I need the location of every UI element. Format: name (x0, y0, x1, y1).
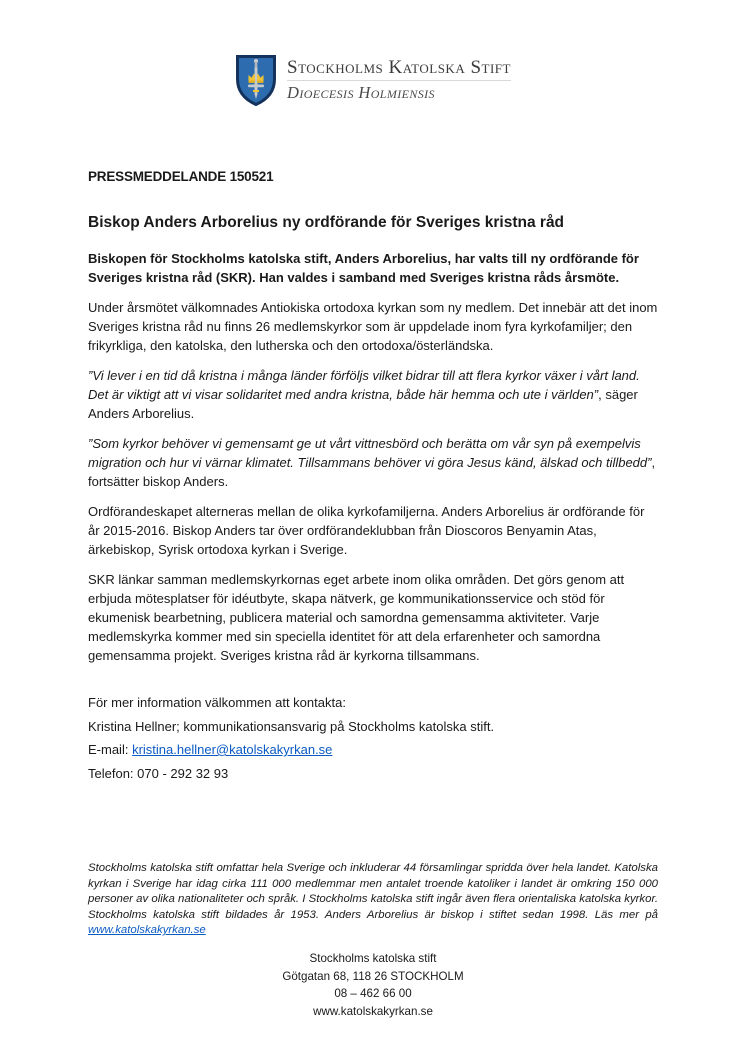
letterhead-text (287, 54, 511, 103)
quote-paragraph-2 (88, 434, 658, 491)
quote-1-attribution: , säger Anders Arborelius. (88, 387, 638, 421)
contact-block (88, 691, 658, 785)
body-paragraph-3: SKR länkar samman medlemskyrkornas eget arbete inom olika områden. Det görs genom att erbjuda mötesplatser för idéutbyte, skapa nätverk, ge kommunikationsservice och stöd för ekumenisk bearbetning, publicera material och samordna gemensamma aktiviteter. Varje medlemskyrka kommer med sin speciella identitet för att dela erfarenheter och samordna gemensamma projekt. Sveriges kristna råd är kyrkorna tillsammans. (88, 572, 625, 663)
quote-1-text: ”Vi lever i en tid då kristna i många länder förföljs vilket bidrar till att flera kyrkor växer i vårt land. Det är viktigt att vi visar solidaritet med andra kristna, både här hemma och ute i världen” (88, 368, 640, 402)
contact-phone: Telefon: 070 - 292 32 93 (88, 765, 229, 781)
body-paragraph-2: Ordförandeskapet alterneras mellan de olika kyrkofamiljerna. Anders Arborelius är ordförande för år 2015-2016. Biskop Anders tar över ordförandeklubban från Dioscoros Benyamin Atas, ärkebiskop, Syrisk ortodoxa kyrkan i Sverige. (88, 504, 645, 557)
letterhead-logo (0, 0, 746, 107)
footer-org: Stockholms katolska stift (309, 952, 437, 965)
body-paragraph-1: Under årsmötet välkomnades Antiokiska ortodoxa kyrkan som ny medlem. Det innebär att det inom Sveriges kristna råd nu finns 26 medlemskyrkor som är uppdelade inom fyra kyrkofamiljer; den frikyrkliga, den katolska, den lutherska och den ortodoxa/österländska. (88, 300, 658, 353)
footer-website: www.katolskakyrkan.se (313, 1004, 433, 1018)
org-latin-name: Dioecesis Holmiensis (287, 83, 435, 102)
quote-2-text: ”Som kyrkor behöver vi gemensamt ge ut vårt vittnesbörd och berätta om vår syn på exempelvis migration och hur vi värnar klimatet. Tillsammans behöver vi göra Jesus känd, älskad och tillbedd” (88, 436, 652, 470)
footer-phone: 08 – 462 66 00 (334, 987, 412, 1000)
article-title: Biskop Anders Arborelius ny ordförande för Sveriges kristna råd (88, 214, 565, 231)
lead-paragraph: Biskopen för Stockholms katolska stift, Anders Arborelius, har valts till ny ordförande för Sveriges kristna råd (SKR). Han valdes i samband med Sveriges kristna råds årsmöte. (88, 251, 639, 285)
email-link[interactable]: kristina.hellner@katolskakyrkan.se (132, 742, 333, 757)
contact-intro: För mer information välkommen att kontakta: (88, 695, 346, 710)
boilerplate-website-link[interactable]: www.katolskakyrkan.se (88, 924, 206, 937)
diocese-shield-icon (235, 54, 277, 112)
boilerplate-paragraph (88, 861, 658, 939)
email-label: E-mail: (88, 742, 129, 757)
document-body (88, 169, 658, 785)
contact-person: Kristina Hellner; kommunikationsansvarig på Stockholms katolska stift. (88, 718, 495, 734)
footer-street-address: Götgatan 68, 118 26 STOCKHOLM (282, 969, 464, 983)
quote-paragraph-1 (88, 366, 658, 423)
quote-2-attribution: , fortsätter biskop Anders. (88, 455, 656, 489)
boilerplate-text: Stockholms katolska stift omfattar hela Sverige och inkluderar 44 församlingar spridda över hela landet. Katolska kyrkan i Sverige har idag cirka 111 000 medlemmar men antalet troende katoliker i landet är omkring 150 000 personer av olika nationaliteter och språk. I Stockholms katolska stift ingår även flera orientaliska katolska kyrkor. Stockholms katolska stift bildades år 1953. Anders Arborelius är biskop i stiftet sedan 1998. Läs mer på (88, 862, 658, 921)
footer-address-block (0, 950, 746, 1020)
contact-email-line (88, 738, 658, 762)
org-name: Stockholms Katolska Stift (287, 57, 511, 81)
press-release-kicker: PRESSMEDDELANDE 150521 (88, 169, 274, 184)
